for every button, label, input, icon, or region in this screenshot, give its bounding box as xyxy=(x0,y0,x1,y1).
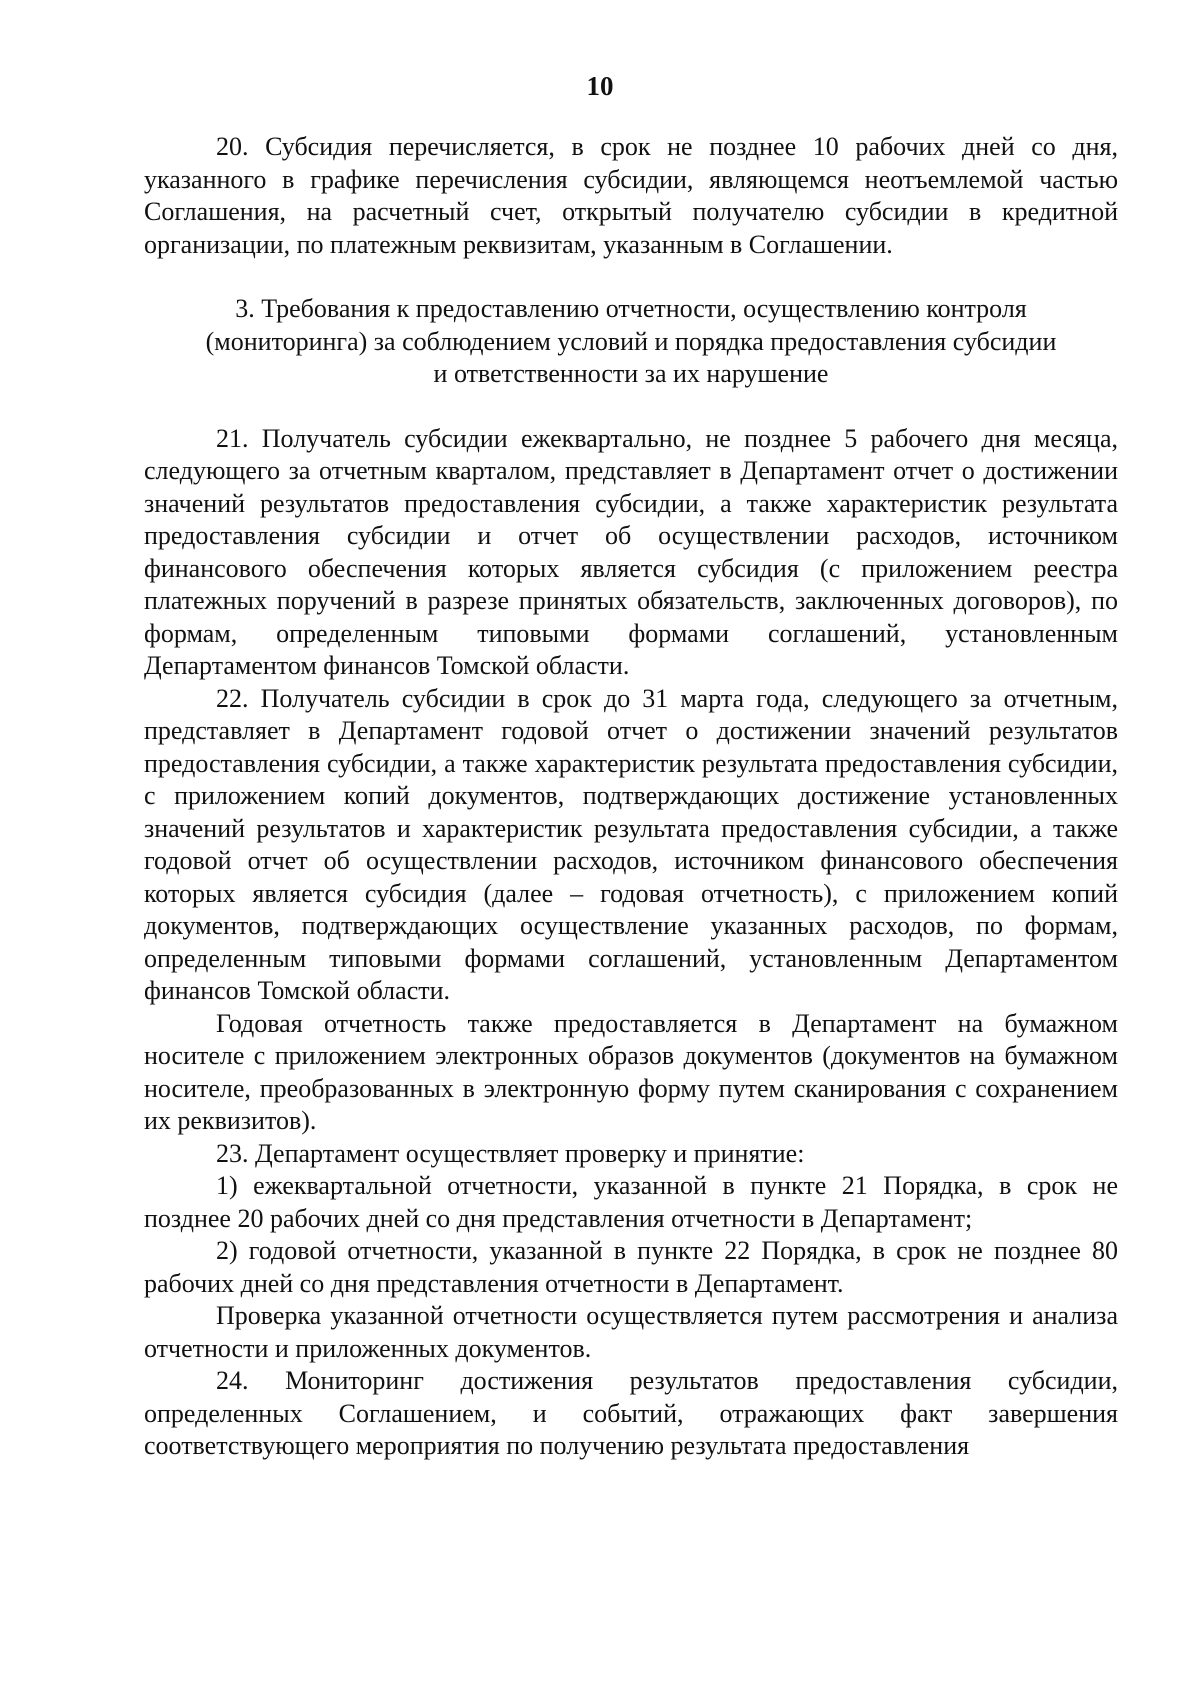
section-heading-line-1: 3. Требования к предоставлению отчетности, осуществлению контроля xyxy=(235,294,1027,323)
paragraph-23: 23. Департамент осуществляет проверку и принятие: xyxy=(216,1138,805,1168)
paragraph-24: 24. Мониторинг достижения результатов предоставления субсидии, определенных Соглашением, и событий, отражающих факт завершения соответствующего мероприятия по получению результата предоставления xyxy=(144,1366,1118,1460)
paragraph-22: 22. Получатель субсидии в срок до 31 марта года, следующего за отчетным, представляет в Департамент годовой отчет о достижении значений результатов предоставления субсидии, а также характеристик результата предоставления субсидии, с приложением копий документов, подтверждающих достижение установленных значений результатов и характеристик результата предоставления субсидии, а также годовой отчет об осуществлении расходов, источником финансового обеспечения которых является субсидия (далее – годовая отчетность), с приложением копий документов, подтверждающих осуществление указанных расходов, по формам, определенным типовыми формами соглашений, установленным Департаментом финансов Томской области. xyxy=(144,683,1118,1005)
section-heading-line-3: и ответственности за их нарушение xyxy=(433,359,829,388)
paragraph-20: 20. Субсидия перечисляется, в срок не позднее 10 рабочих дней со дня, указанного в графике перечисления субсидии, являющемся неотъемлемой частью Соглашения, на расчетный счет, открытый получателю субсидии в кредитной организации, по платежным реквизитам, указанным в Соглашении. xyxy=(144,132,1118,259)
page-number: 10 xyxy=(586,71,614,101)
section-heading xyxy=(144,293,1118,391)
paragraph-23-check: Проверка указанной отчетности осуществляется путем рассмотрения и анализа отчетности и приложенных документов. xyxy=(144,1301,1118,1363)
paragraph-23-item-1: 1) ежеквартальной отчетности, указанной в пункте 21 Порядка, в срок не позднее 20 рабочих дней со дня представления отчетности в Департамент; xyxy=(144,1171,1118,1233)
paragraph-23-item-2: 2) годовой отчетности, указанной в пункте 22 Порядка, в срок не позднее 80 рабочих дней со дня представления отчетности в Департамент. xyxy=(144,1236,1118,1298)
document-body xyxy=(144,131,1118,1463)
section-heading-line-2: (мониторинга) за соблюдением условий и порядка предоставления субсидии xyxy=(205,326,1057,356)
paragraph-22-annual-report: Годовая отчетность также предоставляется в Департамент на бумажном носителе с приложением электронных образов документов (документов на бумажном носителе, преобразованных в электронную форму путем сканирования с сохранением их реквизитов). xyxy=(144,1008,1118,1135)
paragraph-21: 21. Получатель субсидии ежеквартально, не позднее 5 рабочего дня месяца, следующего за отчетным кварталом, представляет в Департамент отчет о достижении значений результатов предоставления субсидии, а также характеристик результата предоставления субсидии и отчет об осуществлении расходов, источником финансового обеспечения которых является субсидия (с приложением реестра платежных поручений в разрезе принятых обязательств, заключенных договоров), по формам, определенным типовыми формами соглашений, установленным Департаментом финансов Томской области. xyxy=(144,423,1118,680)
